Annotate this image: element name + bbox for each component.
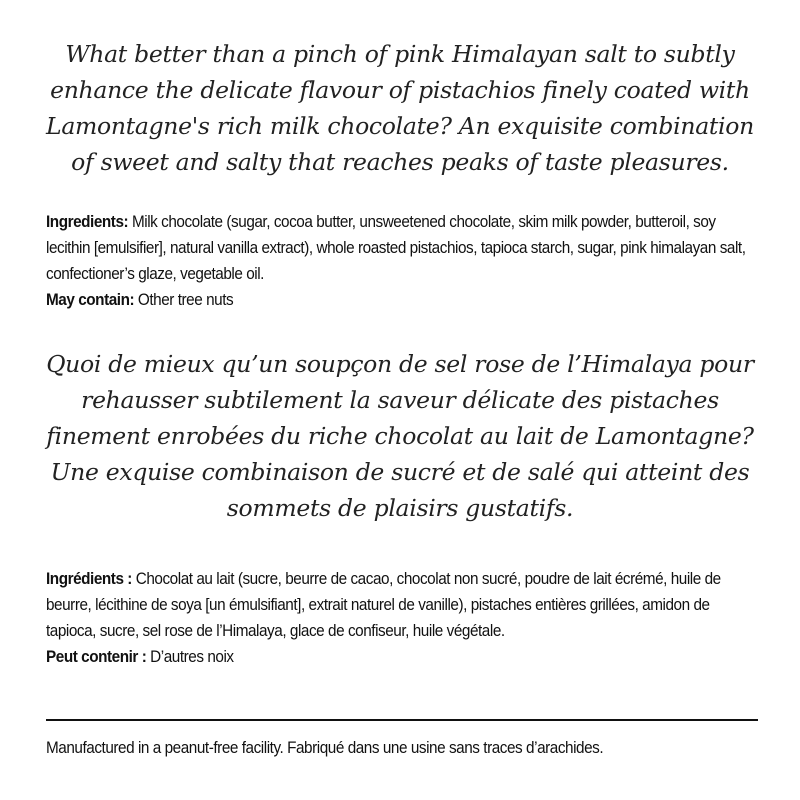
footer-divider — [46, 719, 758, 721]
english-ingredients-label: Ingredients: — [46, 212, 129, 231]
french-description: Quoi de mieux qu’un soupçon de sel rose de l’Himalaya pour rehausser subtilement la saveur délicate des pistaches finement enrobées du riche chocolat au lait de Lamontagne? Une exquise combinaison de sucré et de salé qui atteint des sommets de plaisirs gustatifs. — [46, 350, 754, 522]
english-may-contain-label: May contain: — [46, 290, 135, 309]
french-ingredients-label: Ingrédients : — [46, 569, 132, 588]
french-may-contain-label: Peut contenir : — [46, 647, 147, 666]
english-ingredients-block — [46, 209, 757, 313]
english-ingredients-text: Milk chocolate (sugar, cocoa butter, unsweetened chocolate, skim milk powder, butteroil, soy lecithin [emulsifier], natural vanilla extract), whole roasted pistachios, tapioca starch, sugar, pink himalayan salt, confectioner’s glaze, vegetable oil. — [46, 212, 746, 283]
french-may-contain-text: D’autres noix — [146, 647, 234, 666]
french-ingredients-block — [46, 566, 757, 670]
english-description: What better than a pinch of pink Himalayan salt to subtly enhance the delicate flavour of pistachios finely coated with Lamontagne's rich milk chocolate? An exquisite combination of sweet and salty that reaches peaks of taste pleasures. — [46, 40, 754, 176]
french-ingredients-text: Chocolat au lait (sucre, beurre de cacao, chocolat non sucré, poudre de lait écrémé, huile de beurre, lécithine de soya [un émulsifiant], extrait naturel de vanille), pistaches entières grillées, amidon de tapioca, sucre, sel rose de l’Himalaya, glace de confiseur, huile végétale. — [46, 569, 721, 640]
english-ingredients — [46, 209, 757, 287]
english-may-contain — [46, 287, 757, 313]
facility-notice: Manufactured in a peanut-free facility. Fabriqué dans une usine sans traces d’arachides. — [46, 738, 604, 757]
english-may-contain-text: Other tree nuts — [134, 290, 234, 309]
french-may-contain — [46, 644, 757, 670]
french-ingredients — [46, 566, 757, 644]
